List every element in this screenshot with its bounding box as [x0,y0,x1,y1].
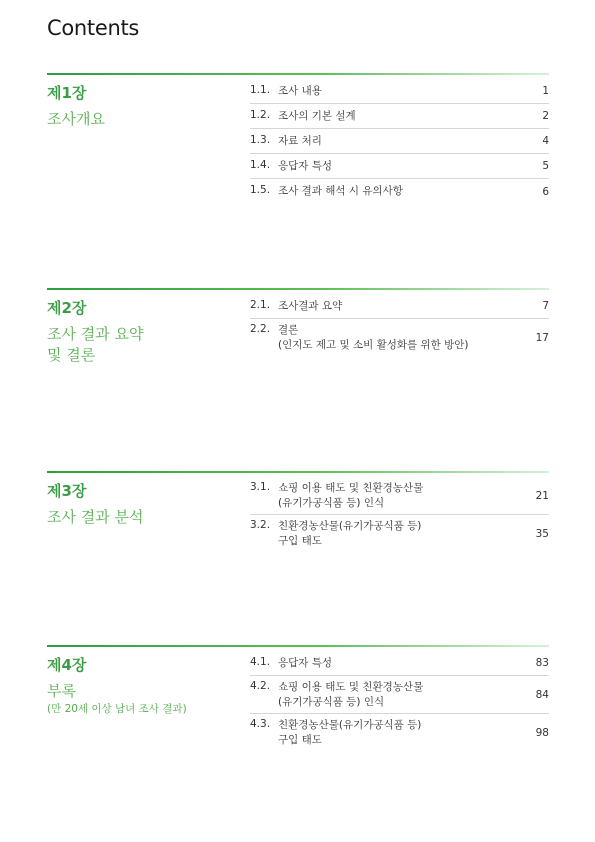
chapter-3 [47,471,549,547]
toc-item-label: 쇼핑 이용 태도 및 친환경농산물 (유기가공식품 등) 인식 [278,680,424,708]
toc-item-number: 2.2. [250,323,271,335]
toc-item-number: 1.3. [250,133,271,146]
toc-item-page: 17 [535,332,549,344]
chapter-heading [47,298,237,366]
page-title: Contents [47,16,140,40]
chapter-divider [47,471,549,473]
toc-item-number: 1.4. [250,158,271,171]
toc-item-label: 결론 (인지도 제고 및 소비 활성화를 위한 방안) [278,324,469,351]
toc-item-page: 84 [535,688,549,701]
chapter-subtitle: (만 20세 이상 남녀 조사 결과) [47,703,187,715]
chapter-heading [47,481,237,528]
chapter-title: 조사 결과 요약 및 결론 [47,325,144,364]
chapter-title: 조사개요 [47,110,105,128]
toc-item-page: 2 [542,110,549,122]
toc-list [250,651,549,752]
chapter-divider [47,288,549,290]
toc-item-page: 1 [542,85,549,97]
toc-item-number: 1.1. [250,83,271,96]
toc-item-number: 4.3. [250,718,271,730]
chapter-2 [47,288,549,364]
toc-item[interactable] [250,79,549,104]
chapter-1 [47,73,549,198]
toc-item-label: 친환경농산물(유기가공식품 등) 구입 태도 [278,520,422,547]
toc-item-page: 6 [542,185,549,198]
toc-item-number: 1.2. [250,108,271,121]
toc-item[interactable] [250,651,549,676]
toc-item-page: 35 [535,528,549,540]
chapter-heading [47,655,237,716]
toc-item[interactable] [250,154,549,179]
toc-item[interactable] [250,179,549,204]
toc-item-page: 7 [542,300,549,312]
toc-item-label: 친환경농산물(유기가공식품 등) 구입 태도 [278,719,422,746]
chapter-title: 조사 결과 분석 [47,508,144,526]
toc-item-label: 조사의 기본 설계 [278,109,356,122]
toc-item-label: 쇼핑 이용 태도 및 친환경농산물 (유기가공식품 등) 인식 [278,481,424,509]
toc-item[interactable] [250,515,549,553]
toc-item-label: 자료 처리 [278,134,322,147]
toc-item[interactable] [250,714,549,752]
chapter-title: 부록 [47,682,76,700]
toc-item[interactable] [250,676,549,714]
chapter-number: 제4장 [47,656,87,674]
toc-item-page: 83 [535,657,549,669]
toc-item-page: 21 [535,489,549,502]
toc-item-number: 4.2. [250,679,271,692]
chapter-4 [47,645,549,746]
chapter-divider [47,73,549,75]
toc-list [250,294,549,357]
toc-item-label: 조사 결과 해석 시 유의사항 [278,185,403,197]
chapter-number: 제1장 [47,84,87,102]
toc-item-number: 4.1. [250,655,271,668]
chapter-divider [47,645,549,647]
toc-list [250,477,549,553]
toc-item-page: 5 [542,160,549,172]
toc-item-page: 98 [535,727,549,739]
chapter-number: 제3장 [47,482,87,500]
toc-item-label: 응답자 특성 [278,159,333,172]
toc-item[interactable] [250,477,549,515]
toc-item[interactable] [250,104,549,129]
toc-item-number: 1.5. [250,184,271,196]
toc-item-label: 조사결과 요약 [278,299,343,312]
toc-item[interactable] [250,319,549,357]
toc-item-label: 응답자 특성 [278,656,333,669]
toc-item[interactable] [250,129,549,154]
chapter-heading [47,83,237,130]
toc-item-label: 조사 내용 [278,84,322,97]
toc-item-number: 3.2. [250,519,271,531]
toc-list [250,79,549,204]
toc-item-number: 2.1. [250,298,271,311]
chapter-number: 제2장 [47,299,87,317]
toc-item[interactable] [250,294,549,319]
toc-item-number: 3.1. [250,480,271,493]
toc-item-page: 4 [542,135,549,147]
